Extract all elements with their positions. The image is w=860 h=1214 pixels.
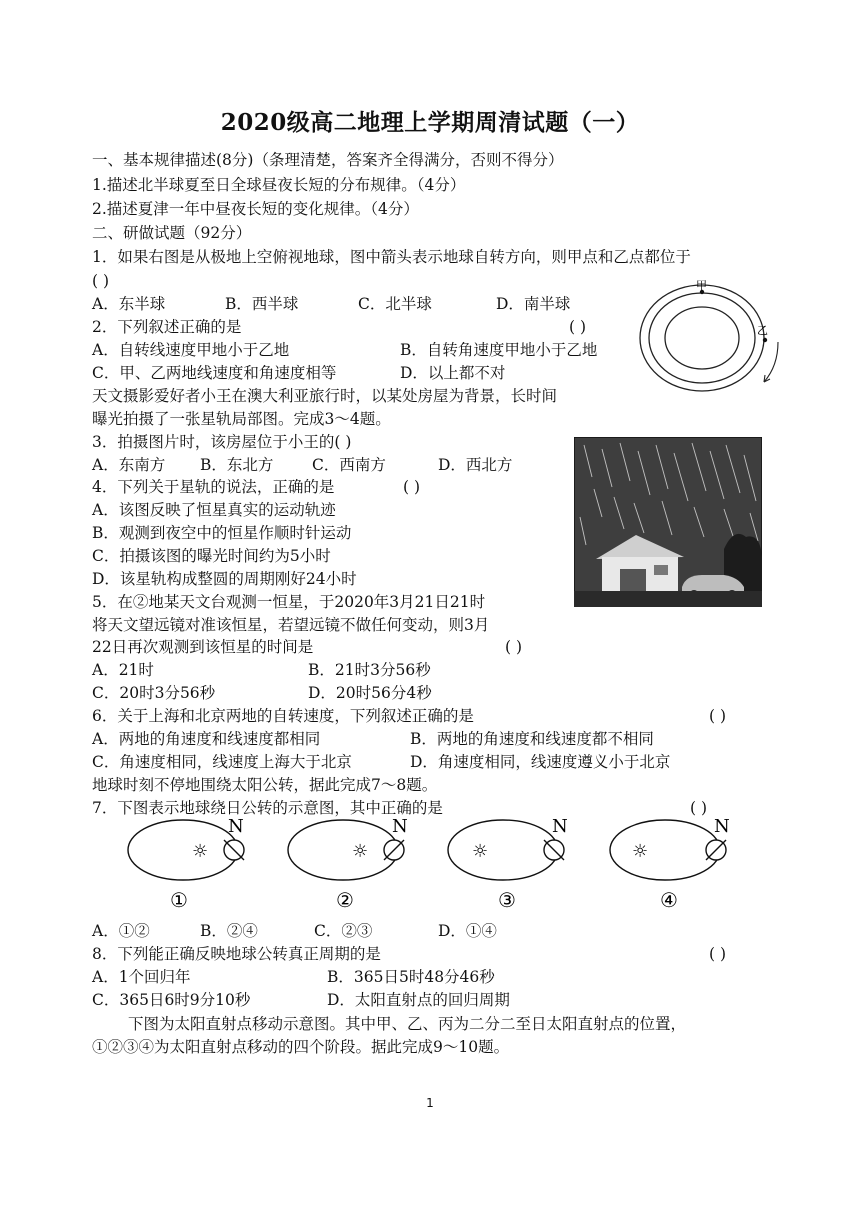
- outer-ring: [640, 285, 764, 391]
- q6-option-a: A．两地的角速度和线速度都相同: [92, 730, 321, 748]
- q2-stem: 2．下列叙述正确的是: [92, 318, 242, 336]
- q4-option-a: A．该图反映了恒星真实的运动轨迹: [92, 501, 336, 519]
- q6-stem: 6．关于上海和北京两地的自转速度，下列叙述正确的是: [92, 707, 474, 725]
- intro-9-10-line2: ①②③④为太阳直射点移动的四个阶段。据此完成9～10题。: [92, 1038, 510, 1056]
- north-label: N: [552, 816, 568, 837]
- intro-9-10-line1: 下图为太阳直射点移动示意图。其中甲、乙、丙为二分二至日太阳直射点的位置，: [128, 1015, 687, 1033]
- q8-option-d: D．太阳直射点的回归周期: [327, 991, 510, 1009]
- q1-option-c: C．北半球: [358, 295, 432, 313]
- q6-option-b: B．两地的角速度和线速度都不相同: [410, 730, 654, 748]
- q5-line3: 22日再次观测到该恒星的时间是: [92, 638, 314, 656]
- q2-option-b: B．自转角速度甲地小于乙地: [400, 341, 598, 359]
- q5-option-c: C．20时3分56秒: [92, 684, 216, 702]
- north-label: N: [714, 816, 730, 837]
- diagram-label-2: ②: [336, 888, 354, 912]
- diagram-label-1: ①: [170, 888, 188, 912]
- sun-icon: ☼: [352, 841, 369, 862]
- orbit-diagram-3: [448, 816, 568, 912]
- q5-bracket: ( ): [505, 638, 523, 656]
- q3-option-a: A．东南方: [92, 456, 166, 474]
- sun-icon: ☼: [192, 841, 209, 862]
- inner-ring: [665, 307, 739, 369]
- q7-option-a: A．①②: [92, 922, 150, 940]
- orbit-diagram-4: [610, 816, 730, 912]
- q8-option-b: B．365日5时48分46秒: [327, 968, 495, 986]
- diagram-label-3: ③: [498, 888, 516, 912]
- q7-option-b: B．②④: [200, 922, 258, 940]
- section1-q1: 1.描述北半球夏至日全球昼夜长短的分布规律。（4分）: [92, 176, 466, 194]
- q4-option-c: C．拍摄该图的曝光时间约为5小时: [92, 547, 331, 565]
- section1-heading: 一、基本规律描述(8分)（条理清楚，答案齐全得满分，否则不得分）: [92, 151, 564, 169]
- q7-option-c: C．②③: [314, 922, 373, 940]
- orbit-diagram-1: [128, 816, 244, 912]
- q1-option-a: A．东半球: [92, 295, 166, 313]
- q8-bracket: ( ): [709, 945, 727, 963]
- q6-option-c: C．角速度相同，线速度上海大于北京: [92, 753, 352, 771]
- q5-option-a: A．21时: [92, 661, 154, 679]
- q2-bracket: ( ): [569, 318, 587, 336]
- q4-option-b: B．观测到夜空中的恒星作顺时针运动: [92, 524, 352, 542]
- q3-option-d: D．西北方: [438, 456, 513, 474]
- q5-line1: 5．在②地某天文台观测一恒星，于2020年3月21日21时: [92, 593, 486, 611]
- rotation-arrow: [764, 342, 778, 382]
- house-door: [620, 569, 646, 591]
- q6-option-d: D．角速度相同，线速度遵义小于北京: [410, 753, 671, 771]
- page-number: 1: [426, 1096, 434, 1110]
- q5-line2: 将天文望远镜对准该恒星，若望远镜不做任何变动，则3月: [92, 616, 490, 634]
- q5-option-b: B．21时3分56秒: [308, 661, 431, 679]
- intro-3-4-line2: 曝光拍摄了一张星轨局部图。完成3～4题。: [92, 410, 391, 428]
- q2-option-a: A．自转线速度甲地小于乙地: [92, 341, 290, 359]
- q8-option-c: C．365日6时9分10秒: [92, 991, 251, 1009]
- house-window: [654, 565, 668, 575]
- q3-option-c: C．西南方: [312, 456, 386, 474]
- star-trail-photo: [574, 437, 762, 607]
- label-yi: 乙: [757, 324, 768, 337]
- section2-heading: 二、研做试题（92分）: [92, 224, 252, 242]
- label-jia: 甲: [696, 280, 707, 292]
- q2-option-d: D．以上都不对: [400, 364, 506, 382]
- q1-stem: 1．如果右图是从极地上空俯视地球，图中箭头表示地球自转方向，则甲点和乙点都位于: [92, 248, 691, 266]
- sun-icon: ☼: [472, 841, 489, 862]
- intro-7-8: 地球时刻不停地围绕太阳公转，据此完成7～8题。: [92, 776, 438, 794]
- q1-bracket: ( ): [92, 272, 110, 290]
- q4-bracket: ( ): [403, 478, 421, 496]
- point-yi: [763, 338, 767, 342]
- q8-option-a: A．1个回归年: [92, 968, 191, 986]
- page-title: 2020级高二地理上学期周清试题（一）: [220, 109, 640, 136]
- intro-3-4-line1: 天文摄影爱好者小王在澳大利亚旅行时，以某处房屋为背景，长时间: [92, 387, 558, 405]
- sun-icon: ☼: [632, 841, 649, 862]
- q3-option-b: B．东北方: [200, 456, 274, 474]
- q4-option-d: D．该星轨构成整圆的周期刚好24小时: [92, 570, 357, 588]
- north-label: N: [392, 816, 408, 837]
- diagram-label-4: ④: [660, 888, 678, 912]
- q3-stem: 3．拍摄图片时，该房屋位于小王的( ): [92, 433, 352, 451]
- orbit-diagram-2: [288, 816, 408, 912]
- q7-stem: 7．下图表示地球绕日公转的示意图，其中正确的是: [92, 799, 443, 817]
- orbit-diagrams: [120, 815, 750, 915]
- q1-option-d: D．南半球: [496, 295, 571, 313]
- ground: [574, 591, 762, 607]
- q2-option-c: C．甲、乙两地线速度和角速度相等: [92, 364, 337, 382]
- q7-bracket: ( ): [690, 799, 708, 817]
- q6-bracket: ( ): [709, 707, 727, 725]
- north-label: N: [228, 816, 244, 837]
- rotation-rings-figure: [636, 280, 786, 395]
- q7-option-d: D．①④: [438, 922, 497, 940]
- q8-stem: 8．下列能正确反映地球公转真正周期的是: [92, 945, 381, 963]
- q1-option-b: B．西半球: [225, 295, 299, 313]
- section1-q2: 2.描述夏津一年中昼夜长短的变化规律。（4分）: [92, 200, 419, 218]
- q4-stem: 4．下列关于星轨的说法，正确的是: [92, 478, 335, 496]
- q5-option-d: D．20时56分4秒: [308, 684, 432, 702]
